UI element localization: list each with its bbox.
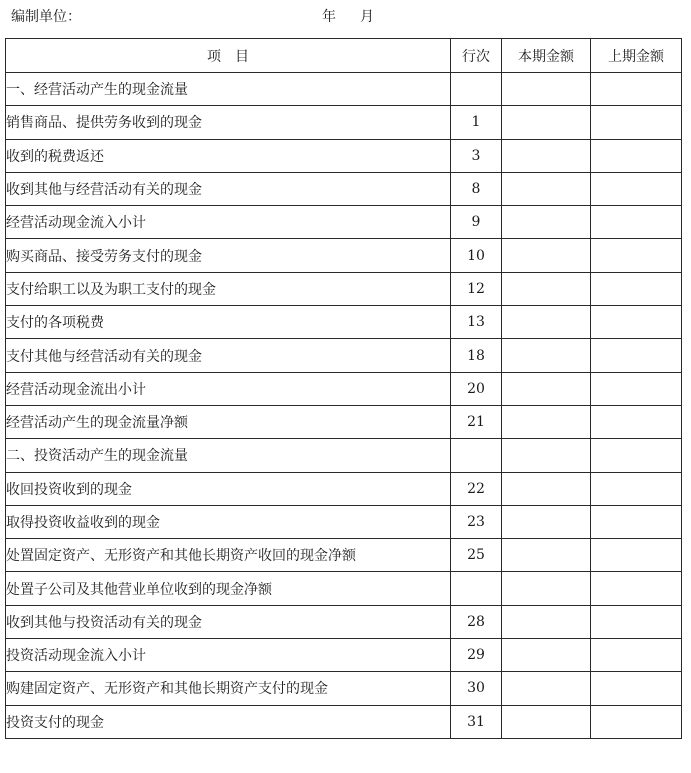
row-current-amount-cell[interactable] [502, 472, 591, 505]
row-item-label: 取得投资收益收到的现金 [6, 505, 451, 538]
row-current-amount-cell[interactable] [502, 639, 591, 672]
row-item-label: 收到其他与投资活动有关的现金 [6, 605, 451, 638]
row-previous-amount-cell[interactable] [591, 472, 682, 505]
row-line-number: 13 [451, 306, 502, 339]
table-row [6, 339, 682, 372]
row-item-label: 销售商品、提供劳务收到的现金 [6, 106, 451, 139]
row-item-label: 支付给职工以及为职工支付的现金 [6, 272, 451, 305]
table-row [6, 572, 682, 605]
row-item-label: 支付的各项税费 [6, 306, 451, 339]
row-line-number: 25 [451, 539, 502, 572]
row-previous-amount-cell[interactable] [591, 306, 682, 339]
table-row [6, 372, 682, 405]
row-current-amount-cell[interactable] [502, 705, 591, 738]
row-previous-amount-cell[interactable] [591, 705, 682, 738]
row-line-number [451, 439, 502, 472]
table-row [6, 672, 682, 705]
table-row [6, 272, 682, 305]
table-row [6, 605, 682, 638]
table-row [6, 539, 682, 572]
row-previous-amount-cell[interactable] [591, 73, 682, 106]
row-item-label: 收回投资收到的现金 [6, 472, 451, 505]
row-current-amount-cell[interactable] [502, 372, 591, 405]
row-line-number: 9 [451, 206, 502, 239]
row-current-amount-cell[interactable] [502, 539, 591, 572]
year-label: 年 [322, 9, 336, 25]
row-current-amount-cell[interactable] [502, 339, 591, 372]
row-line-number: 1 [451, 106, 502, 139]
row-previous-amount-cell[interactable] [591, 272, 682, 305]
row-item-label: 购买商品、接受劳务支付的现金 [6, 239, 451, 272]
column-header-line-no: 行次 [451, 39, 502, 73]
cash-flow-statement-table [5, 38, 682, 739]
row-previous-amount-cell[interactable] [591, 539, 682, 572]
row-current-amount-cell[interactable] [502, 206, 591, 239]
column-header-current-amount: 本期金额 [502, 39, 591, 73]
row-line-number: 29 [451, 639, 502, 672]
row-previous-amount-cell[interactable] [591, 605, 682, 638]
row-line-number: 8 [451, 172, 502, 205]
table-row [6, 73, 682, 106]
table-row [6, 172, 682, 205]
row-line-number [451, 572, 502, 605]
row-previous-amount-cell[interactable] [591, 206, 682, 239]
row-current-amount-cell[interactable] [502, 172, 591, 205]
row-current-amount-cell[interactable] [502, 605, 591, 638]
row-item-label: 投资活动现金流入小计 [6, 639, 451, 672]
row-previous-amount-cell[interactable] [591, 139, 682, 172]
row-current-amount-cell[interactable] [502, 505, 591, 538]
table-body [6, 73, 682, 739]
table-row [6, 639, 682, 672]
table-row [6, 306, 682, 339]
row-previous-amount-cell[interactable] [591, 672, 682, 705]
row-item-label: 收到的税费返还 [6, 139, 451, 172]
row-line-number [451, 73, 502, 106]
row-item-label: 处置固定资产、无形资产和其他长期资产收回的现金净额 [6, 539, 451, 572]
row-previous-amount-cell[interactable] [591, 106, 682, 139]
row-line-number: 23 [451, 505, 502, 538]
row-current-amount-cell[interactable] [502, 139, 591, 172]
table-row [6, 239, 682, 272]
row-item-label: 处置子公司及其他营业单位收到的现金净额 [6, 572, 451, 605]
column-header-previous-amount: 上期金额 [591, 39, 682, 73]
row-current-amount-cell[interactable] [502, 405, 591, 438]
table-row [6, 472, 682, 505]
row-current-amount-cell[interactable] [502, 572, 591, 605]
row-previous-amount-cell[interactable] [591, 505, 682, 538]
row-previous-amount-cell[interactable] [591, 372, 682, 405]
row-current-amount-cell[interactable] [502, 306, 591, 339]
table-row [6, 206, 682, 239]
table-row [6, 139, 682, 172]
row-item-label: 二、投资活动产生的现金流量 [6, 439, 451, 472]
reporting-unit-label: 编制单位： [11, 9, 81, 25]
row-line-number: 28 [451, 605, 502, 638]
row-item-label: 支付其他与经营活动有关的现金 [6, 339, 451, 372]
row-previous-amount-cell[interactable] [591, 339, 682, 372]
row-line-number: 3 [451, 139, 502, 172]
row-item-label: 一、经营活动产生的现金流量 [6, 73, 451, 106]
row-line-number: 22 [451, 472, 502, 505]
row-current-amount-cell[interactable] [502, 106, 591, 139]
row-item-label: 经营活动现金流入小计 [6, 206, 451, 239]
row-previous-amount-cell[interactable] [591, 572, 682, 605]
row-item-label: 购建固定资产、无形资产和其他长期资产支付的现金 [6, 672, 451, 705]
row-line-number: 20 [451, 372, 502, 405]
row-item-label: 投资支付的现金 [6, 705, 451, 738]
row-current-amount-cell[interactable] [502, 73, 591, 106]
table-row [6, 106, 682, 139]
row-line-number: 18 [451, 339, 502, 372]
row-line-number: 31 [451, 705, 502, 738]
row-current-amount-cell[interactable] [502, 272, 591, 305]
row-previous-amount-cell[interactable] [591, 172, 682, 205]
table-row [6, 439, 682, 472]
table-row [6, 405, 682, 438]
row-line-number: 21 [451, 405, 502, 438]
row-line-number: 10 [451, 239, 502, 272]
row-item-label: 经营活动产生的现金流量净额 [6, 405, 451, 438]
row-line-number: 12 [451, 272, 502, 305]
row-previous-amount-cell[interactable] [591, 439, 682, 472]
month-label: 月 [360, 9, 374, 25]
row-line-number: 30 [451, 672, 502, 705]
row-item-label: 收到其他与经营活动有关的现金 [6, 172, 451, 205]
row-previous-amount-cell[interactable] [591, 239, 682, 272]
table-row [6, 705, 682, 738]
row-previous-amount-cell[interactable] [591, 405, 682, 438]
row-current-amount-cell[interactable] [502, 239, 591, 272]
row-previous-amount-cell[interactable] [591, 639, 682, 672]
row-item-label: 经营活动现金流出小计 [6, 372, 451, 405]
row-current-amount-cell[interactable] [502, 439, 591, 472]
table-row [6, 505, 682, 538]
table-header-row [6, 39, 682, 73]
row-current-amount-cell[interactable] [502, 672, 591, 705]
column-header-item: 项 目 [6, 39, 451, 73]
report-header [11, 7, 681, 27]
